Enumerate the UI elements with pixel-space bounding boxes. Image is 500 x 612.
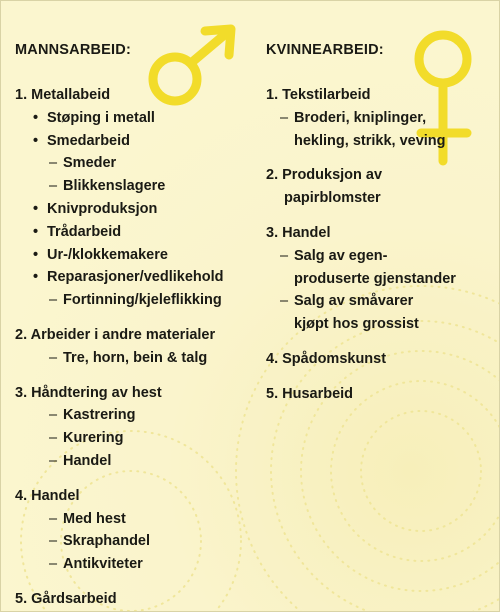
sub-list-item: – Kurering <box>49 430 124 447</box>
sub-list-item: – Handel <box>49 452 112 469</box>
list-item: • Reparasjoner/vedlikehold <box>33 269 224 286</box>
sub-list-item: – Fortinning/kjeleflikking <box>49 292 222 309</box>
sub-list-item: – Tre, horn, bein & talg <box>49 349 208 366</box>
list-item: • Knivproduksjon <box>33 200 158 217</box>
section-title: 3. Handel <box>266 224 331 241</box>
female-section-2 <box>266 164 496 210</box>
female-section-4 <box>266 348 496 371</box>
sub-list-item: – Broderi, kniplinger, hekling, strikk, veving <box>280 109 446 149</box>
list-item: • Trådarbeid <box>33 223 122 240</box>
sub-list-item: – Salg av småvarer kjøpt hos grossist <box>280 293 419 333</box>
male-section-1 <box>15 84 265 312</box>
female-work-column <box>266 41 496 409</box>
male-section-3 <box>15 382 265 473</box>
list-item: • Ur-/klokkemakere <box>33 246 168 263</box>
section-title: 2. Produksjon av papirblomster <box>266 167 383 207</box>
list-item: • Støping i metall <box>33 109 155 126</box>
section-title: 4. Handel <box>15 487 80 504</box>
sub-list-item: – Smeder <box>49 155 117 172</box>
section-title: 2. Arbeider i andre materialer <box>15 326 216 343</box>
section-title: 5. Husarbeid <box>266 385 354 402</box>
male-section-4 <box>15 485 265 576</box>
sub-list-item: – Blikkenslagere <box>49 178 166 195</box>
sub-list-item: – Salg av egen- produserte gjenstander <box>280 247 456 287</box>
section-title: 1. Metallabeid <box>15 87 111 103</box>
female-section-1 <box>266 84 496 152</box>
list-item: • Smedarbeid <box>33 132 130 149</box>
section-title: 3. Håndtering av hest <box>15 384 162 401</box>
section-title: 4. Spådomskunst <box>266 350 387 367</box>
sub-list-item: – Antikviteter <box>49 556 143 573</box>
male-heading: MANNSARBEID: <box>15 42 131 58</box>
male-section-5 <box>15 588 265 611</box>
female-heading: KVINNEARBEID: <box>266 42 384 58</box>
section-title: 5. Gårdsarbeid <box>15 590 117 607</box>
female-section-3 <box>266 222 496 336</box>
section-title: 1. Tekstilarbeid <box>266 87 371 103</box>
female-section-5 <box>266 383 496 406</box>
sub-list-item: – Skraphandel <box>49 533 151 550</box>
sub-list-item: – Med hest <box>49 510 126 527</box>
male-section-2 <box>15 324 265 370</box>
sub-list-item: – Kastrering <box>49 407 136 424</box>
male-work-column <box>15 41 265 612</box>
